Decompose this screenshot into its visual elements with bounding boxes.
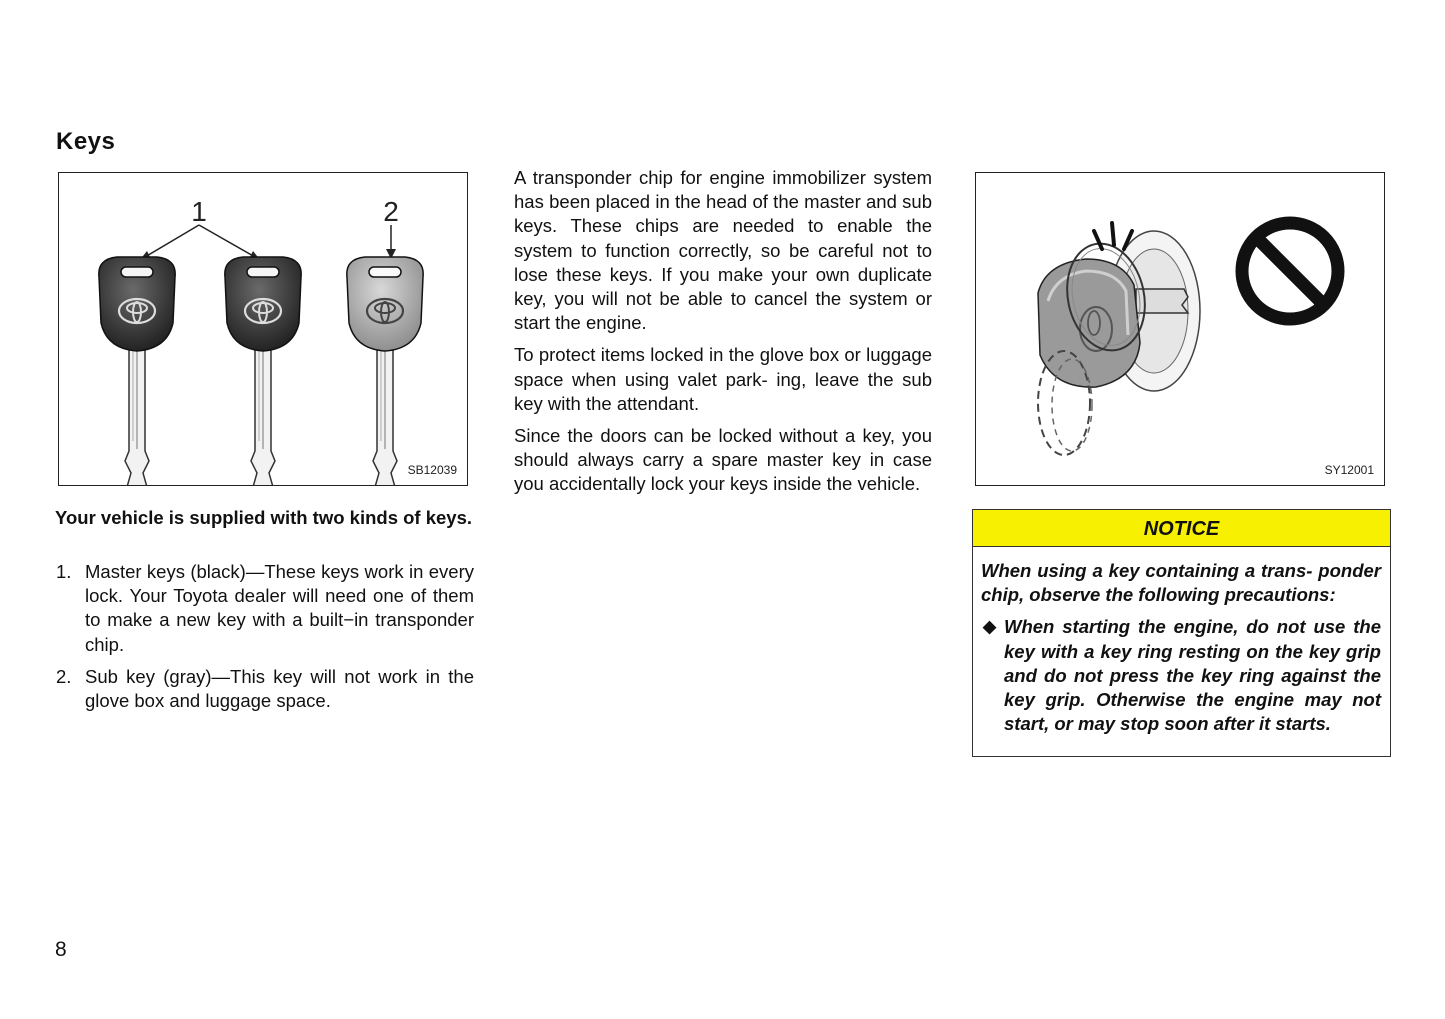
master-key-right [225,257,301,485]
keys-figure [58,172,468,486]
callout-1: 1 [191,196,207,227]
notice-title: NOTICE [973,510,1390,547]
notice-bullet-text: When starting the engine, do not use the key with a key ring resting on the key grip and do not press the key ring against the key grip. Otherwise the engine may not start, or may stop soon after it starts. [1004,616,1381,735]
diamond-bullet-icon: ◆ [983,617,997,637]
keys-illustration [59,173,467,485]
page-number: 8 [55,938,67,961]
master-key-left [99,257,175,485]
key-ring-illustration [976,173,1384,485]
sub-key [347,257,423,485]
paragraph: A transponder chip for engine immobilizer system has been placed in the head of the master and sub keys. These chips are needed to enable the system to function correctly, so be careful not to lose these keys. If you make your own duplicate key, you will not be able to cancel the system or start the engine. [514,167,932,334]
prohibition-icon [1242,223,1338,319]
notice-box [972,509,1391,757]
list-item-number: 2. [56,665,72,687]
middle-column [514,166,932,505]
section-title: Keys [56,128,116,155]
figure-code: SY12001 [1324,463,1374,477]
list-item-number: 1. [56,561,72,582]
notice-body [973,547,1390,756]
list-item-text: Sub key (gray)—This key will not work in the glove box and luggage space. [85,665,474,712]
paragraph: To protect items locked in the glove box or luggage space when using valet park- ing, leave the sub key with the attendant. [514,344,932,414]
notice-lead: When using a key containing a trans- ponder chip, observe the following precautions: [981,560,1381,606]
notice-bullet [981,615,1381,736]
callout-1-arrow-left [145,225,199,257]
key-type-list [56,560,474,721]
list-item [56,560,474,657]
paragraph: Since the doors can be locked without a key, you should always carry a spare master key in case you accidentally lock your keys inside the vehicle. [514,425,932,495]
callout-2: 2 [383,196,399,227]
callout-1-arrow-right [199,225,255,257]
list-item [56,665,474,713]
figure-code: SB12039 [407,463,457,477]
list-item-text: Master keys (black)—These keys work in every lock. Your Toyota dealer will need one of them to make a new key with a built−in transponder chip. [85,561,474,655]
intro-text: Your vehicle is supplied with two kinds of keys. [55,507,473,528]
key-ring-figure [975,172,1385,486]
